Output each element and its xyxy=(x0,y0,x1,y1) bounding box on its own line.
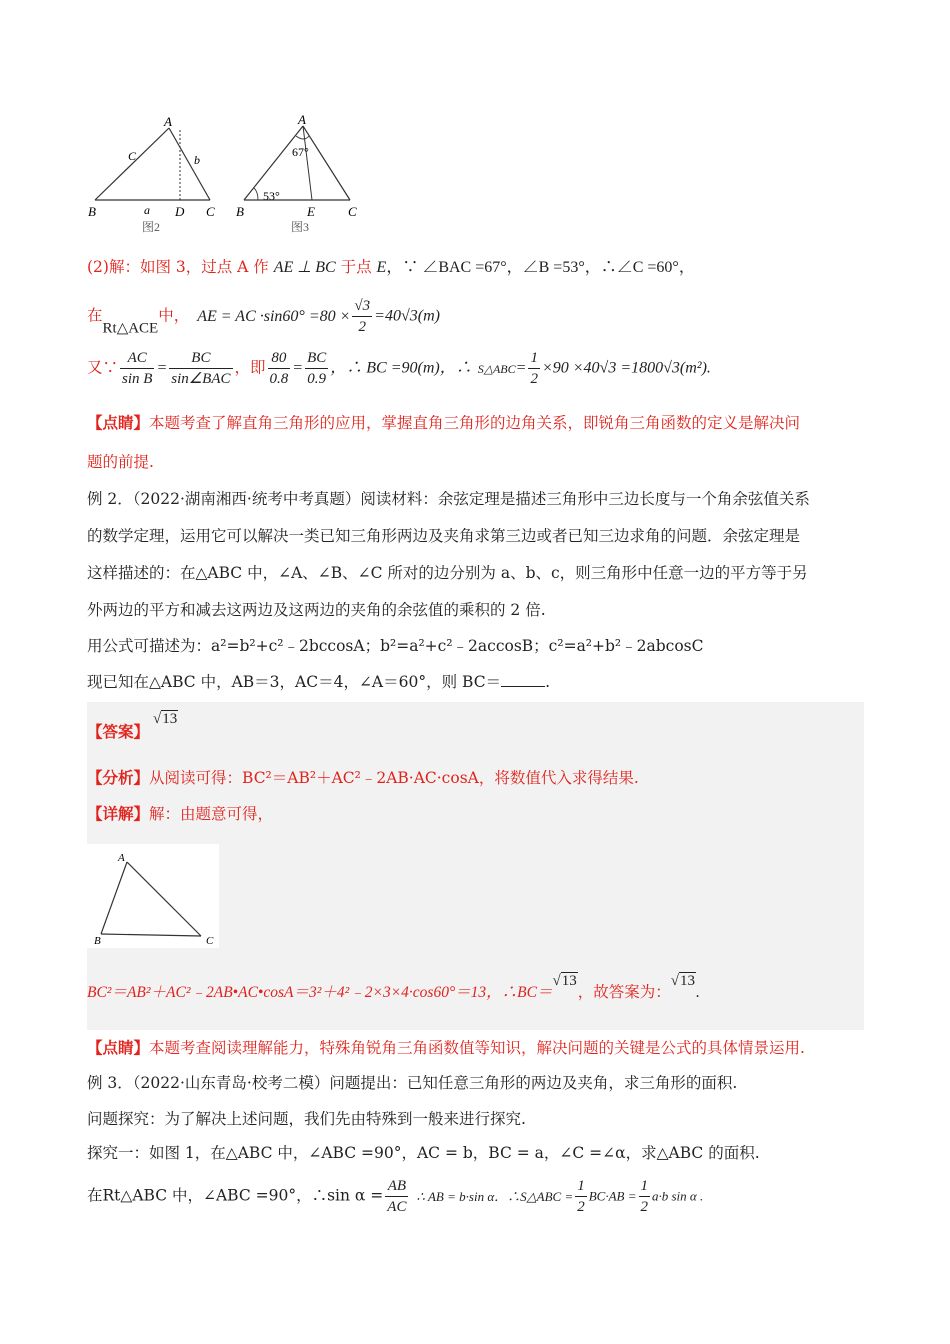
label-c: C xyxy=(206,204,215,219)
frac-den: 2 xyxy=(530,371,538,387)
frac-num: √3 xyxy=(352,296,372,317)
angle-arc-a xyxy=(296,136,309,139)
angle-arc-b xyxy=(254,188,258,200)
solution2-line2 xyxy=(87,296,440,338)
example3-line4-prefix: 在Rt△ABC 中，∠ABC =90°，∴sin α = xyxy=(87,1186,384,1205)
xiangjie-tag: 【详解】 xyxy=(87,804,150,823)
solution2-line2-frac xyxy=(352,296,372,337)
solution2-line3-frac2 xyxy=(169,348,232,389)
dianjing2-tag: 【点睛】 xyxy=(87,1038,150,1057)
solution2-line3-mid: ，即 xyxy=(234,358,266,377)
label-d: D xyxy=(175,204,185,219)
label-angle-53: 53° xyxy=(263,189,280,203)
frac-den: 2 xyxy=(577,1199,585,1215)
solution2-line1 xyxy=(87,254,695,277)
example2-line5: 用公式可描述为：a²=b²+c²﹣2bccosA；b²=a²+c²﹣2accosB；c²=a²+b²﹣2abcosC xyxy=(87,637,704,655)
solution2-line3-prefix: 又∵ xyxy=(87,358,119,377)
dianjing1-line2: 题的前提. xyxy=(87,453,154,471)
xiangjie-text: 解：由题意可得， xyxy=(149,805,274,823)
calc-end: . xyxy=(695,984,700,1001)
frac-den: sin B xyxy=(122,371,153,387)
dianjing1-line1 xyxy=(87,411,800,433)
calc-mid: ，故答案为： xyxy=(577,983,671,1001)
solution2-line3: 又∵ $\frac{AC}{\text{sin B}}$ = $\frac{BC}{\text{sin∠BAC}}$ ，即 $\frac{80}{0.8}$ = $\frac{BC}{0.9}$ ，∴ BC =90(m)，∴ S△ABC= $\frac{1}{2}$ ×90 ×40√3 =1800√3(m²). xyxy=(87,350,711,387)
solution2-line2-tri: Rt△ACE xyxy=(102,320,159,337)
solution2-line3-frac1 xyxy=(120,348,154,389)
answer-line xyxy=(87,706,178,741)
solution2-line1-rest: ，∵ ∠BAC =67°，∠B =53°，∴∠C =60°， xyxy=(386,259,695,276)
solution2-line3-frac5 xyxy=(528,348,540,389)
calc-root2: √13 xyxy=(670,973,695,989)
side-bc xyxy=(101,934,201,936)
example3-line4-frac3 xyxy=(639,1176,651,1217)
example2-line6-end: . xyxy=(545,673,550,691)
label-c: C xyxy=(206,935,214,947)
label-b: B xyxy=(88,204,96,219)
figure-2 xyxy=(80,112,230,237)
solution2-line1-math1: AE ⊥ BC xyxy=(273,259,336,276)
example2-line1: 例 2．（2022·湖南湘西·统考中考真题）阅读材料：余弦定理是描述三角形中三边长度与一个角余弦值关系 xyxy=(87,490,810,508)
example2-line6 xyxy=(87,670,550,692)
solution2-line3-end: ×90 ×40√3 =1800√3(m²). xyxy=(541,359,711,377)
dianjing2-line xyxy=(87,1036,805,1058)
frac-den: 0.8 xyxy=(269,371,289,387)
example3-line4 xyxy=(87,1176,703,1217)
solution2-line3-bc: ，∴ BC =90(m)，∴ xyxy=(330,359,472,377)
label-c: C xyxy=(348,204,357,219)
calc-text: BC²＝AB²＋AC²﹣2AB•AC•cosA＝3²＋4²﹣2×3×4·cos60°＝13，∴BC＝ xyxy=(87,984,553,1001)
frac-num: 1 xyxy=(639,1176,651,1197)
caption-fig3: 图3 xyxy=(291,220,310,234)
calc-line xyxy=(87,973,700,1002)
label-e: E xyxy=(307,204,315,219)
answer-tag: 【答案】 xyxy=(87,722,150,741)
solution2-line1-mid: 于点 xyxy=(335,258,377,276)
example2-line6-prefix: 现已知在△ABC 中，AB＝3，AC＝4，∠A＝60°，则 BC＝ xyxy=(87,673,502,691)
figure-3 xyxy=(230,112,370,237)
calc-root1: √13 xyxy=(552,973,577,989)
frac-den: 0.9 xyxy=(307,371,327,387)
frac-num: BC xyxy=(169,348,232,369)
side-ab xyxy=(95,128,169,200)
solution2-line1-math2: E xyxy=(376,259,387,276)
frac-den: AC xyxy=(387,1199,407,1215)
solution2-line2-math: AE = AC ·sin60° =80 × xyxy=(197,307,351,325)
figure-detail xyxy=(87,844,219,948)
example2-line3: 这样描述的：在△ABC 中，∠A、∠B、∠C 所对的边分别为 a、b、c，则三角形中任意一边的平方等于另 xyxy=(87,564,808,582)
frac-num: AC xyxy=(120,348,154,369)
frac-num: 1 xyxy=(528,348,540,369)
label-side-b: b xyxy=(194,153,200,167)
example3-line4-mid: ∴ AB = b·sin α．∴S△ABC = xyxy=(416,1188,574,1204)
dianjing1-tag: 【点睛】 xyxy=(87,413,150,432)
answer-blank xyxy=(501,672,545,687)
example3-line1: 例 3．（2022·山东青岛·校考二模）问题提出：已知任意三角形的两边及夹角，求三角形的面积. xyxy=(87,1074,738,1092)
label-a: A xyxy=(164,114,172,129)
solution2-line3-s: S△ABC xyxy=(477,361,516,376)
label-angle-67: 67° xyxy=(292,145,309,159)
side-ab xyxy=(101,862,127,934)
solution2-line1-prefix: (2)解：如图 3，过点 A 作 xyxy=(87,258,274,276)
example3-line4-frac2 xyxy=(575,1176,587,1217)
fenxi-line xyxy=(87,766,639,788)
solution2-line2-prefix: 在 xyxy=(87,306,103,325)
solution2-line2-mid: 中， xyxy=(158,306,190,325)
example3-line2: 问题探究：为了解决上述问题，我们先由特殊到一般来进行探究. xyxy=(87,1110,526,1128)
frac-num: 1 xyxy=(575,1176,587,1197)
frac-num: 80 xyxy=(268,348,291,369)
calc-root2-radicand: 13 xyxy=(679,973,695,989)
label-side-a: a xyxy=(144,203,150,217)
frac-num: BC xyxy=(305,348,328,369)
example3-line3: 探究一：如图 1，在△ABC 中，∠ABC =90°，AC = b，BC = a，∠C =∠α，求△ABC 的面积. xyxy=(87,1144,760,1162)
frac-den: 2 xyxy=(358,319,367,335)
label-a: A xyxy=(298,112,306,127)
label-side-c: C xyxy=(128,149,137,163)
frac-num: AB xyxy=(385,1176,408,1197)
dianjing2-text: 本题考查阅读理解能力，特殊角锐角三角函数值等知识，解决问题的关键是公式的具体情景运用. xyxy=(149,1039,805,1057)
answer-value: √13 xyxy=(153,711,178,727)
dianjing1-text1: 本题考查了解直角三角形的应用，掌握直角三角形的边角关系，即锐角三角函数的定义是解决问 xyxy=(149,414,801,432)
solution2-line2-result: =40√3(m) xyxy=(374,307,440,325)
label-b: B xyxy=(236,204,244,219)
fenxi-text: 从阅读可得：BC²＝AB²＋AC²﹣2AB·AC·cosA，将数值代入求得结果. xyxy=(149,769,639,787)
calc-root1-radicand: 13 xyxy=(561,973,577,989)
fenxi-tag: 【分析】 xyxy=(87,768,150,787)
caption-fig2: 图2 xyxy=(142,220,161,234)
side-ac xyxy=(169,128,210,200)
xiangjie-line xyxy=(87,802,273,824)
frac-den: sin∠BAC xyxy=(171,371,231,387)
label-a: A xyxy=(118,852,125,864)
example3-line4-end: a·b sin α . xyxy=(652,1188,704,1204)
label-b: B xyxy=(94,935,101,947)
side-ac xyxy=(303,126,350,200)
answer-radicand: 13 xyxy=(162,711,178,727)
example3-line4-frac1 xyxy=(385,1176,408,1217)
side-ac xyxy=(127,862,201,936)
example3-line4-mid2: BC·AB = xyxy=(588,1188,637,1204)
example2-line2: 的数学定理，运用它可以解决一类已知三角形两边及夹角求第三边或者已知三边求角的问题．余弦定理是 xyxy=(87,527,801,545)
solution2-line3-frac3 xyxy=(268,348,291,389)
example2-line4: 外两边的平方和减去这两边及这两边的夹角的余弦值的乘积的 2 倍. xyxy=(87,601,546,619)
solution2-line3-frac4 xyxy=(305,348,328,389)
frac-den: 2 xyxy=(640,1199,648,1215)
